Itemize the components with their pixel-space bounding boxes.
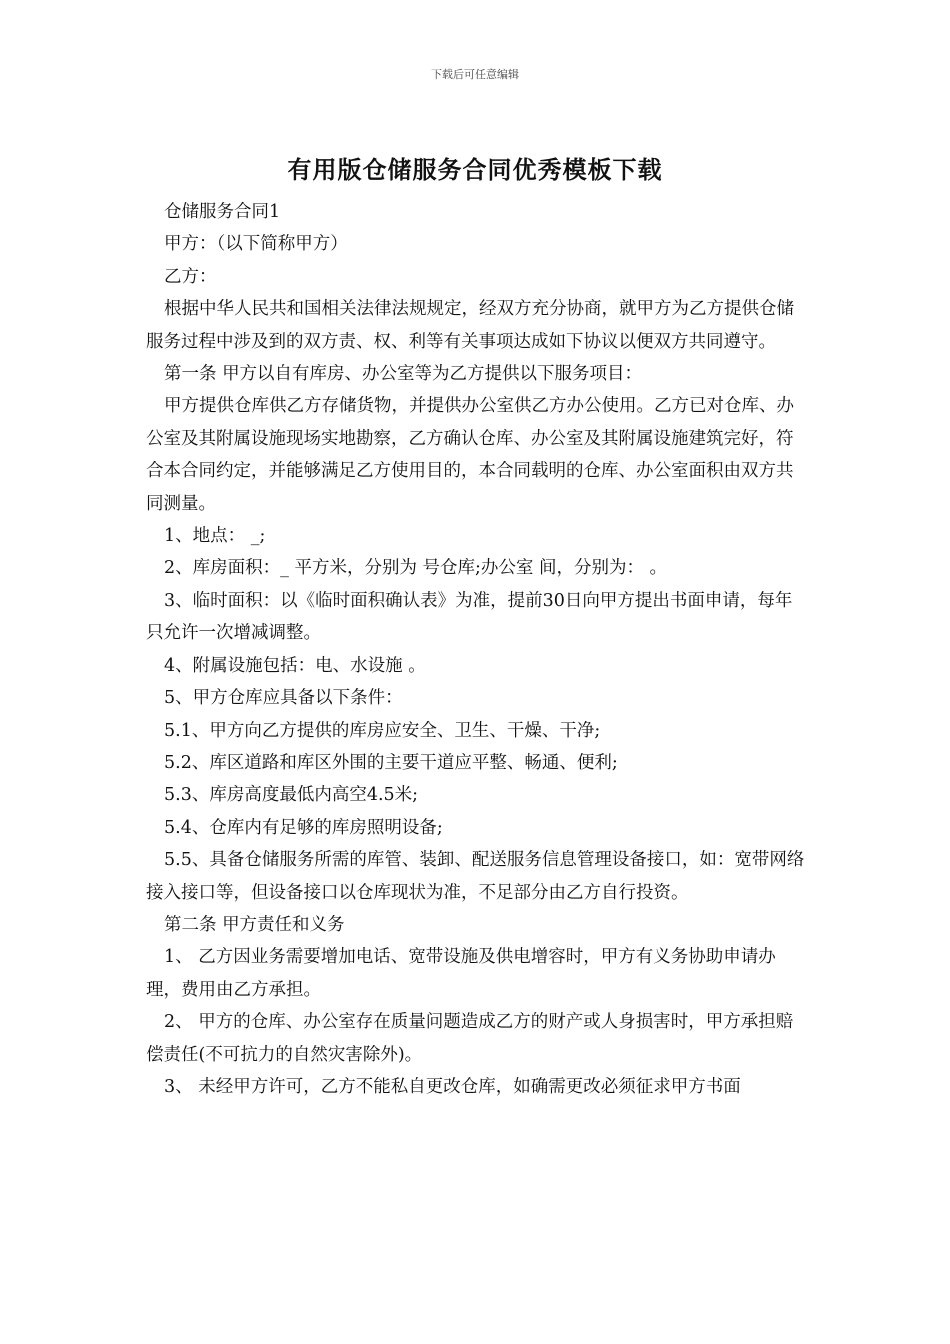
paragraph: 5.3、库房高度最低内高空4.5米; (164, 785, 419, 806)
paragraph: 5.5、具备仓储服务所需的库管、装卸、配送服务信息管理设备接口，如：宽带网络接入接口等，但设备接口以仓库现状为准，不足部分由乙方自行投资。 (146, 850, 805, 903)
document-body (146, 196, 806, 1103)
paragraph: 仓储服务合同1 (164, 202, 281, 222)
paragraph: 5.4、仓库内有足够的库房照明设备; (164, 817, 443, 838)
paragraph: 第一条 甲方以自有库房、办公室等为乙方提供以下服务项目： (164, 364, 643, 385)
paragraph: 根据中华人民共和国相关法律法规规定，经双方充分协商，就甲方为乙方提供仓储服务过程中涉及到的双方责、权、利等有关事项达成如下协议以便双方共同遵守。 (146, 299, 794, 352)
paragraph: 4、附属设施包括：电、水设施 。 (164, 655, 426, 676)
page-header: 下载后可任意编辑 (431, 68, 519, 81)
paragraph: 5.2、库区道路和库区外围的主要干道应平整、畅通、便利; (164, 752, 618, 773)
paragraph: 1、 乙方因业务需要增加电话、宽带设施及供电增容时，甲方有义务协助申请办理，费用由乙方承担。 (146, 947, 776, 1000)
paragraph: 2、库房面积：_ 平方米，分别为 号仓库;办公室 间，分别为： 。 (164, 558, 668, 579)
paragraph: 第二条 甲方责任和义务 (164, 914, 345, 935)
paragraph: 甲方提供仓库供乙方存储货物，并提供办公室供乙方办公使用。乙方已对仓库、办公室及其附属设施现场实地勘察，乙方确认仓库、办公室及其附属设施建筑完好，符合本合同约定，并能够满足乙方使用目的，本合同载明的仓库、办公室面积由双方共同测量。 (146, 396, 794, 514)
paragraph: 2、 甲方的仓库、办公室存在质量问题造成乙方的财产或人身损害时，甲方承担赔偿责任(不可抗力的自然灾害除外)。 (146, 1012, 794, 1065)
paragraph: 5、甲方仓库应具备以下条件： (164, 688, 403, 709)
paragraph: 5.1、甲方向乙方提供的库房应安全、卫生、干燥、干净; (164, 720, 601, 741)
paragraph: 甲方：（以下简称甲方） (164, 234, 348, 255)
paragraph: 3、临时面积：以《临时面积确认表》为准，提前30日向甲方提出书面申请，每年只允许一次增减调整。 (146, 590, 793, 644)
paragraph: 3、 未经甲方许可，乙方不能私自更改仓库，如确需更改必须征求甲方书面 (164, 1076, 741, 1097)
document-title: 有用版仓储服务合同优秀模板下载 (287, 155, 663, 184)
paragraph: 1、地点： _; (164, 526, 266, 547)
paragraph: 乙方： (164, 266, 217, 287)
